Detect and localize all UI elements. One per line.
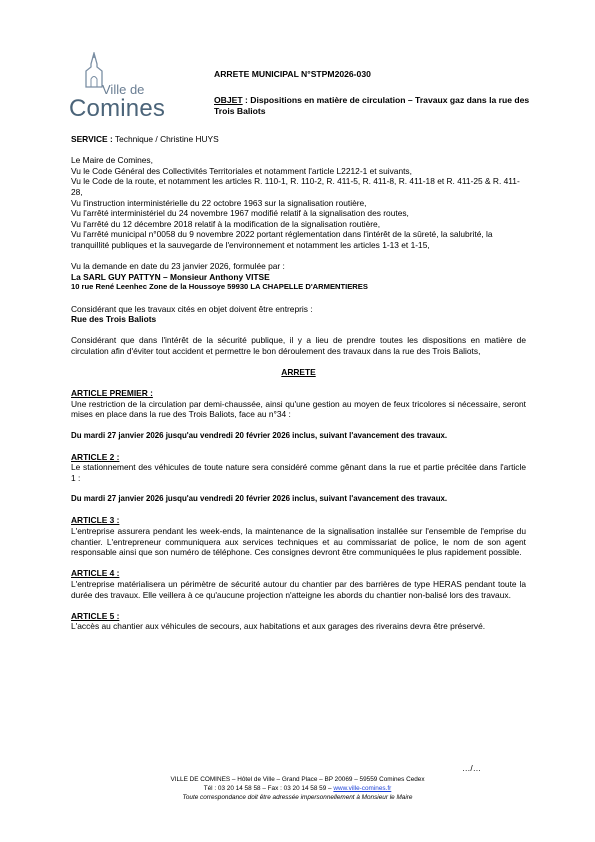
demande-line: Vu la demande en date du 23 janvier 2026, formulée par : [71, 261, 285, 272]
decree-title: ARRETE MUNICIPAL N°STPM2026-030 [214, 69, 371, 79]
article-1-dates: Du mardi 27 janvier 2026 jusqu'au vendredi 20 février 2026 inclus, suivant l'avancement des travaux. [71, 430, 448, 440]
footer-phone-fax: Tél : 03 20 14 58 58 – Fax : 03 20 14 58 59 – [203, 785, 334, 792]
subject-label: OBJET [214, 95, 243, 105]
article-1-text: Une restriction de la circulation par demi-chaussée, ainsi qu'une gestion au moyen de feux tricolores si nécessaire, seront mises en place dans la rue des Trois Baliots, face au n°34 : [71, 398, 526, 420]
considerant-line: Considérant que les travaux cités en objet doivent être entrepris : [71, 303, 313, 314]
demande-company: La SARL GUY PATTYN – Monsieur Anthony VITSE [71, 271, 270, 282]
subject-text: : Dispositions en matière de circulation – Travaux gaz dans la rue des Trois Baliots [214, 95, 530, 116]
service-line [71, 134, 526, 145]
intro-line: Vu l'arrêté du 12 décembre 2018 relatif à la modification de la signalisation routière, [71, 218, 381, 229]
article-4-text: L'entreprise matérialisera un périmètre de sécurité autour du chantier par des barrières de type HERAS pendant toute la durée des travaux. Elle veillera à ce qu'aucune projection n'atteigne les abords du chantier non-balisé lors des travaux. [71, 578, 526, 600]
article-2-dates: Du mardi 27 janvier 2026 jusqu'au vendredi 20 février 2026 inclus, suivant l'avancement des travaux. [71, 494, 448, 504]
city-logo [66, 52, 166, 122]
considerant-security: Considérant que dans l'intérêt de la sécurité publique, il y a lieu de prendre toutes les dispositions en matière de circulation afin d'éviter tout accident et permettre le bon déroulement des travaux dans la rue des Trois Baliots, [71, 335, 526, 356]
footer-website-link[interactable]: www.ville-comines.fr [333, 785, 392, 792]
article-5-text: L'accès au chantier aux véhicules de secours, aux habitations et aux garages des riverains devra être préservé. [71, 621, 486, 632]
intro-line: Vu le Code de la route, et notamment les articles R. 110-1, R. 110-2, R. 411-5, R. 411-8, R. 411-18 et R. 411-25 & R. 411-28, [71, 176, 520, 197]
article-3-text: L'entreprise assurera pendant les week-ends, la maintenance de la signalisation installée sur l'ensemble de l'emprise du chantier. L'entrepreneur communiquera aux services techniques et au commissariat de police, le nom de son agent responsable ainsi que son numéro de téléphone. Ces consignes devront être communiquées le plus rapidement possible. [71, 525, 526, 558]
article-2-title: ARTICLE 2 : [71, 451, 120, 462]
article-4-title: ARTICLE 4 : [71, 568, 120, 579]
footer-notice: Toute correspondance doit être adressée impersonnellement à Monsieur le Maire [182, 794, 413, 801]
article-5-title: ARTICLE 5 : [71, 610, 120, 621]
intro-line: Vu l'instruction interministérielle du 22 octobre 1963 sur la signalisation routière, [71, 197, 367, 208]
intro-line: Vu l'arrêté interministériel du 24 novembre 1967 modifié relatif à la signalisation des routes, [71, 208, 409, 219]
article-3-title: ARTICLE 3 : [71, 515, 120, 526]
arrete-heading: ARRETE [281, 367, 316, 378]
demande-address: 10 rue René Leenhec Zone de la Houssoye 59930 LA CHAPELLE D'ARMENTIERES [71, 282, 368, 292]
footer-contact [100, 784, 495, 793]
decree-body [71, 134, 526, 632]
footer [100, 775, 495, 802]
continuation-mark: …/… [462, 763, 482, 773]
logo-ville-text: Ville de [102, 82, 145, 97]
service-value: Technique / Christine HUYS [112, 134, 219, 144]
intro-line: Le Maire de Comines, [71, 155, 153, 166]
article-2-text: Le stationnement des véhicules de toute nature sera considéré comme gênant dans la rue et partie précitée dans l'article 1 : [71, 462, 526, 483]
footer-address: VILLE DE COMINES – Hôtel de Ville – Grand Place – BP 20069 – 59559 Comines Cedex [170, 776, 425, 783]
intro-line: Vu le Code Général des Collectivités Territoriales et notamment l'article L2212-1 et suivants, [71, 165, 412, 176]
intro-line: Vu l'arrêté municipal n°0058 du 9 novembre 2022 portant réglementation dans l'intérêt de la sûreté, la salubrité, la tranquillité publiques et la sauvegarde de l'environnement et notamment les articles 1-13 et 1-15, [71, 229, 493, 250]
article-1-title: ARTICLE PREMIER : [71, 388, 153, 399]
logo-comines-text: Comines [69, 95, 166, 122]
service-label: SERVICE : [71, 134, 113, 144]
decree-subject [214, 95, 544, 117]
considerant-street: Rue des Trois Baliots [71, 314, 157, 325]
